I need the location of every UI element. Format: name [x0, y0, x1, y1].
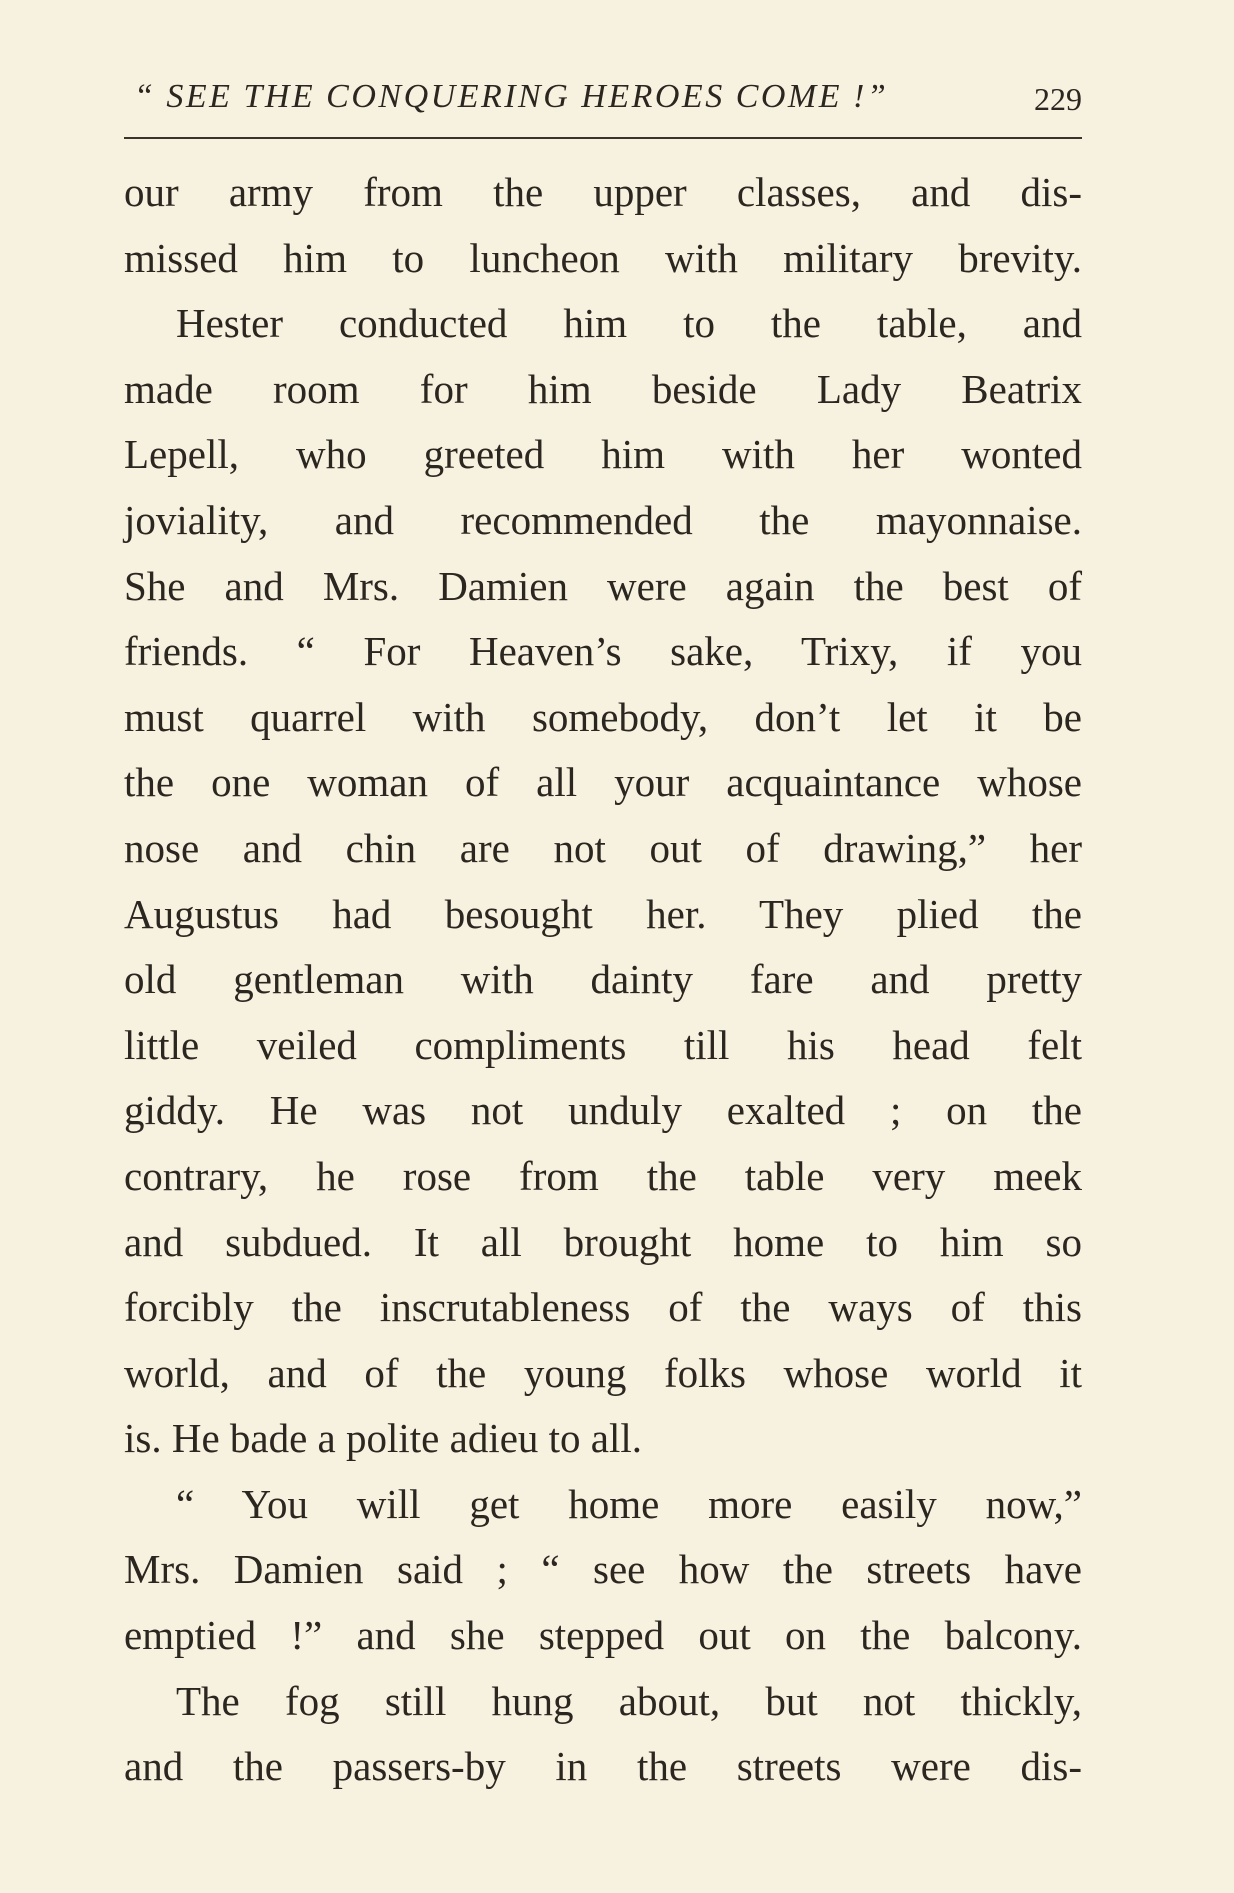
text-line: Lepell, who greeted him with her wonted [124, 431, 1082, 478]
body-text [124, 160, 1082, 1800]
text-line: old gentleman with dainty fare and pretty [124, 956, 1082, 1003]
text-line: world, and of the young folks whose world it [124, 1349, 1082, 1396]
text-line: giddy. He was not unduly exalted ; on the [124, 1087, 1082, 1134]
text-line: little veiled compliments till his head felt [124, 1021, 1082, 1068]
text-line: friends. “ For Heaven’s sake, Trixy, if you [124, 628, 1082, 675]
text-line: joviality, and recommended the mayonnaise. [124, 496, 1082, 543]
text-line: She and Mrs. Damien were again the best of [124, 562, 1082, 609]
text-line: Hester conducted him to the table, and [176, 300, 1082, 347]
text-line: must quarrel with somebody, don’t let it be [124, 693, 1082, 740]
text-line: and the passers-by in the streets were dis- [124, 1743, 1082, 1790]
text-line: our army from the upper classes, and dis- [124, 169, 1082, 215]
text-line: Mrs. Damien said ; “ see how the streets have [124, 1546, 1082, 1593]
page-number: 229 [1034, 81, 1082, 117]
text-line: contrary, he rose from the table very meek [124, 1152, 1082, 1199]
text-line: emptied !” and she stepped out on the balcony. [124, 1612, 1082, 1659]
header-rule [124, 137, 1082, 139]
text-line: forcibly the inscrutableness of the ways of this [124, 1284, 1082, 1331]
text-line: missed him to luncheon with military brevity. [124, 234, 1082, 281]
running-head [124, 72, 1082, 122]
text-line: “ You will get home more easily now,” [176, 1480, 1082, 1527]
text-line: and subdued. It all brought home to him so [124, 1218, 1082, 1265]
text-line: nose and chin are not out of drawing,” her [124, 824, 1082, 871]
text-line: the one woman of all your acquaintance whose [124, 759, 1082, 806]
text-line: The fog still hung about, but not thickly, [176, 1677, 1082, 1724]
text-line: is. He bade a polite adieu to all. [124, 1415, 643, 1462]
text-line: made room for him beside Lady Beatrix [124, 365, 1082, 412]
running-title: “ SEE THE CONQUERING HEROES COME !” [134, 78, 889, 115]
text-line: Augustus had besought her. They plied the [124, 890, 1082, 937]
